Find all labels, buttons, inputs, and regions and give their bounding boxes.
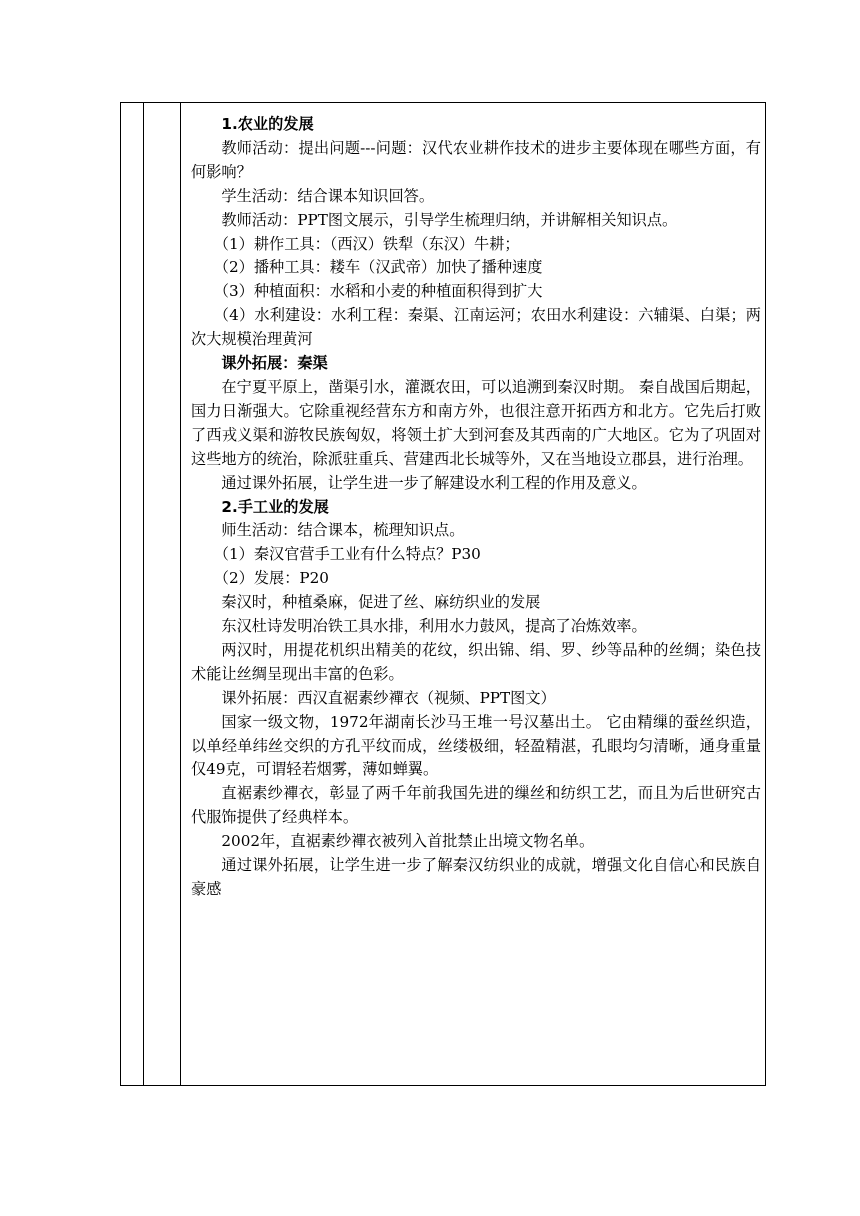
paragraph: 学生活动：结合课本知识回答。 [221, 186, 435, 205]
list-item: （3）种植面积：水稻和小麦的种植面积得到扩大 [213, 282, 543, 301]
extension-heading-silk-robe: 课外拓展：西汉直裾素纱襌衣（视频、PPT图文） [221, 688, 556, 707]
extension-heading-qinqu: 课外拓展：秦渠 [221, 354, 328, 373]
list-item: （4）水利建设：水利工程：秦渠、江南运河；农田水利建设：六辅渠、白渠；两次大规模治理黄河 [191, 306, 761, 349]
paragraph: 2002年，直裾素纱襌衣被列入首批禁止出境文物名单。 [221, 832, 595, 851]
paragraph: 教师活动：提出问题---问题：汉代农业耕作技术的进步主要体现在哪些方面，有何影响？ [191, 138, 761, 181]
table-column-empty-1 [121, 103, 144, 1085]
paragraph: 国家一级文物，1972年湖南长沙马王堆一号汉墓出土。 它由精缫的蚕丝织造，以单经单纬丝交织的方孔平纹而成，丝缕极细，轻盈精湛，孔眼均匀清晰，通身重量仅49克，可谓轻若烟雾，薄如蝉翼。 [191, 712, 761, 779]
section-heading-handicraft: 2.手工业的发展 [221, 497, 329, 516]
paragraph: 教师活动：PPT图文展示，引导学生梳理归纳，并讲解相关知识点。 [221, 210, 678, 229]
lesson-table [120, 102, 766, 1086]
paragraph: 师生活动：结合课本，梳理知识点。 [221, 521, 465, 540]
paragraph: 直裾素纱襌衣，彰显了两千年前我国先进的缫丝和纺织工艺，而且为后世研究古代服饰提供了经典样本。 [191, 784, 761, 827]
paragraph: 在宁夏平原上，凿渠引水，灌溉农田，可以追溯到秦汉时期。 秦自战国后期起，国力日渐强大。它除重视经营东方和南方外，也很注意开拓西方和北方。它先后打败了西戎义渠和游牧民族匈奴，将领土扩大到河套及其西南的广大地区。它为了巩固对这些地方的统治，除派驻重兵、营建西北长城等外，又在当地设立郡县，进行治理。 [191, 377, 761, 468]
list-item: （2）播种工具：耧车（汉武帝）加快了播种速度 [213, 258, 543, 277]
list-item: （1）耕作工具：（西汉）铁犁（东汉）牛耕； [213, 234, 520, 253]
section-heading-agriculture: 1.农业的发展 [221, 115, 314, 133]
paragraph: 通过课外拓展，让学生进一步了解秦汉纺织业的成就，增强文化自信心和民族自豪感 [191, 856, 761, 898]
list-item: （1）秦汉官营手工业有什么特点？P30 [213, 545, 481, 564]
paragraph: 秦汉时，种植桑麻，促进了丝、麻纺织业的发展 [221, 593, 541, 612]
table-column-empty-2 [143, 103, 181, 1085]
paragraph: 两汉时，用提花机织出精美的花纹，织出锦、绢、罗、纱等品种的丝绸；染色技术能让丝绸呈现出丰富的色彩。 [191, 640, 761, 683]
list-item: （2）发展：P20 [213, 569, 329, 588]
paragraph: 东汉杜诗发明冶铁工具水排，利用水力鼓风，提高了冶炼效率。 [221, 617, 647, 636]
lesson-content-cell [191, 113, 761, 902]
paragraph: 通过课外拓展，让学生进一步了解建设水利工程的作用及意义。 [221, 473, 647, 492]
